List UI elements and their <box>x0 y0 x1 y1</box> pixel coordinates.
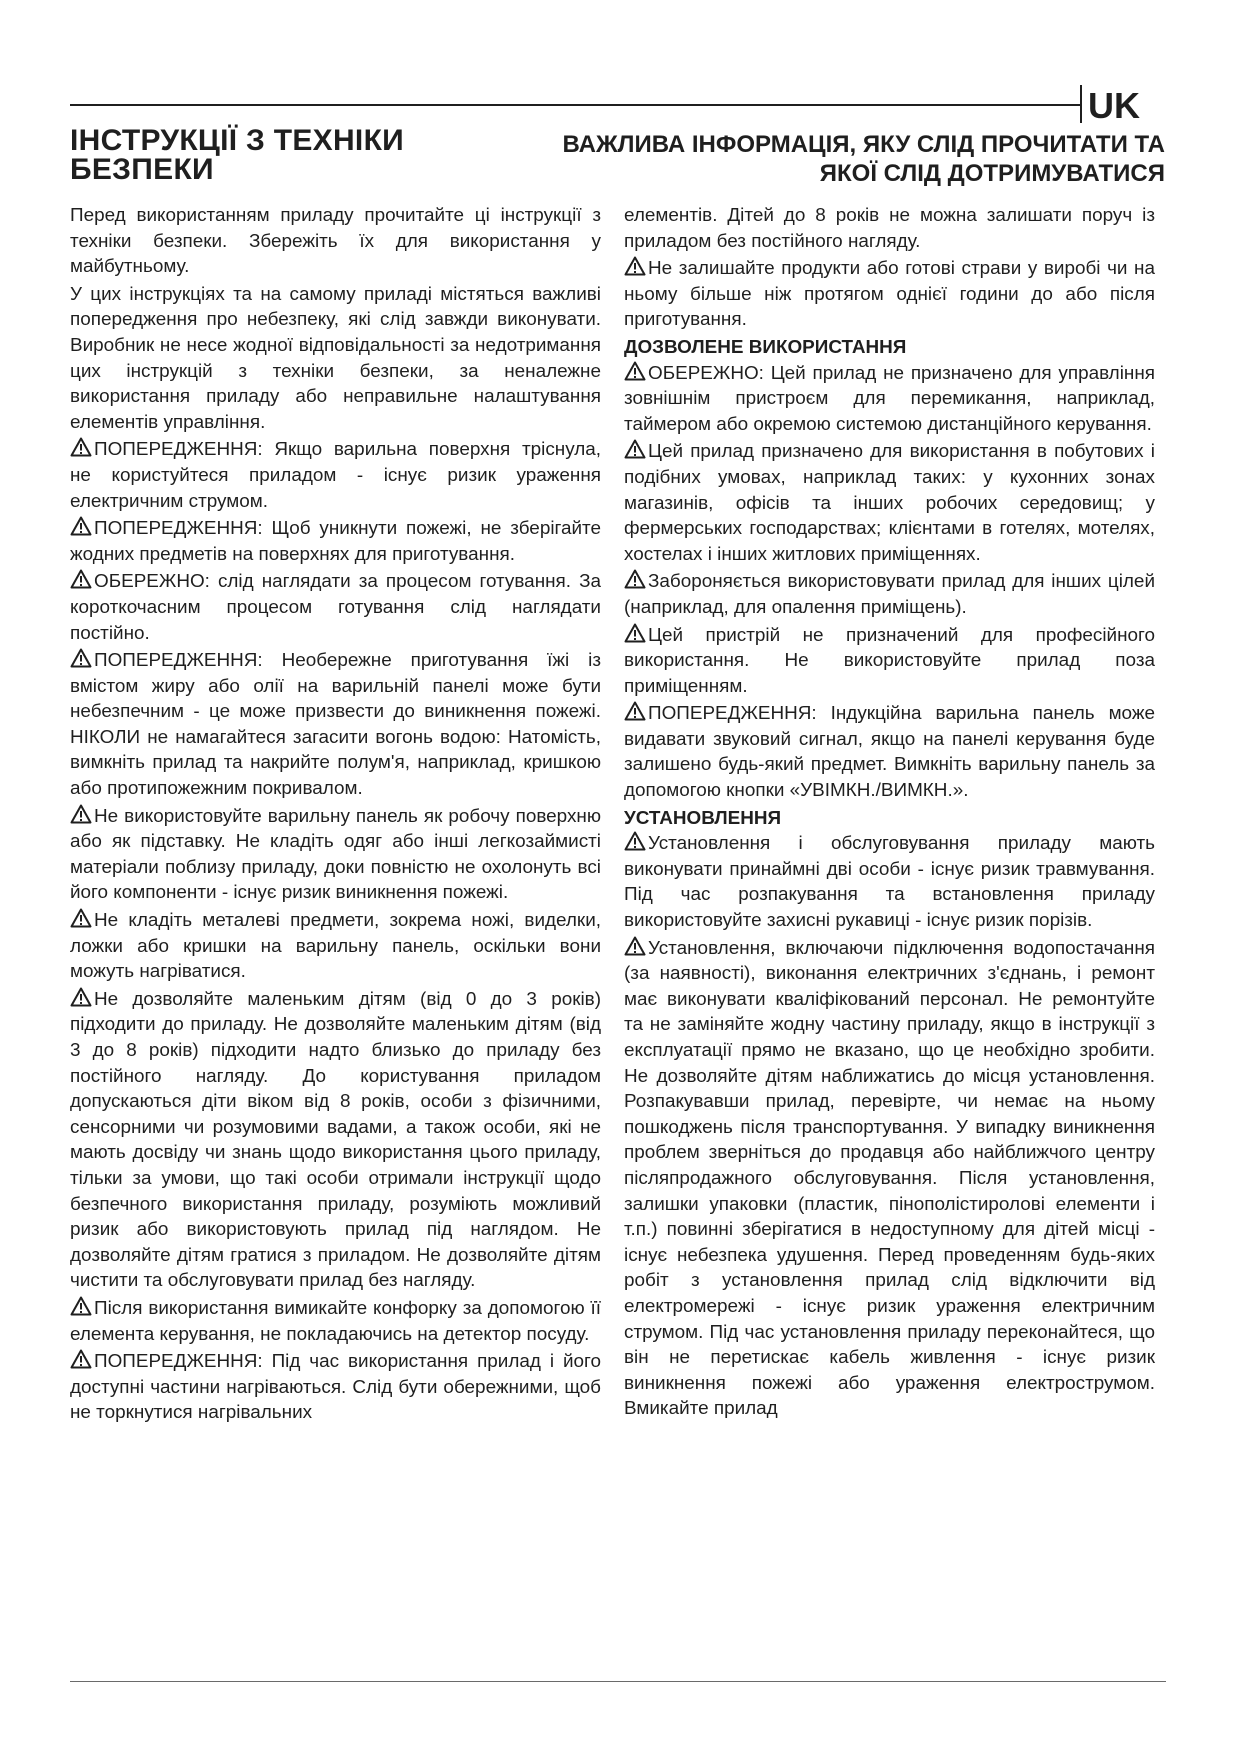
paragraph-text: Не дозволяйте маленьким дітям (від 0 до 3 років) підходити до приладу. Не дозволяйте маленьким дітям (від 3 до 8 років) підходити надто близько до приладу без постійного нагляду. До користування приладом допускаються діти віком від 8 років, особи з фізичними, сенсорними чи розумовими вадами, а також особи, які не мають досвіду чи знань щодо використання цього приладу, тільки за умови, що такі особи отримали інструкції щодо безпечного використання приладу, розуміють можливий ризик або використовують прилад під наглядом. Не дозволяйте дітям гратися з приладом. Не дозволяйте дітям чистити та обслуговувати прилад без нагляду. <box>70 988 601 1292</box>
warning-paragraph <box>70 908 601 985</box>
warning-paragraph <box>70 437 601 514</box>
warning-paragraph <box>70 1296 601 1347</box>
warning-triangle-icon <box>70 569 92 589</box>
warning-triangle-icon <box>624 569 646 589</box>
warning-paragraph <box>70 569 601 646</box>
warning-paragraph <box>624 569 1155 620</box>
paragraph-text: Установлення, включаючи підключення водопостачання (за наявності), виконання електричних з'єднань, і ремонт має виконувати кваліфікований персонал. Не ремонтуйте та не заміняйте жодну частину приладу, якщо в інструкції з експлуатації прямо не вказано, що це необхідно зробити. Не дозволяйте дітям наближатись до місця установлення. Розпакувавши прилад, перевірте, чи немає на ньому пошкоджень після транспортування. У випадку виникнення проблем зверніться до продавця або найближчого центру післяпродажного обслуговування. Після установлення, залишки упаковки (пластик, пінополістиролові елементи і т.п.) повинні зберігатися в недоступному для дітей місці - існує небезпека удушення. Перед проведенням будь-яких робіт з установлення прилад слід відключити від електромережі - існує ризик ураження електричним струмом. Під час установлення приладу переконайтеся, що він не перетискає кабель живлення - існує ризик виникнення пожежі або ураження електрострумом. Вмикайте прилад <box>624 937 1155 1420</box>
left-column <box>70 203 601 1428</box>
paragraph-text: ПОПЕРЕДЖЕННЯ: Під час використання прилад і його доступні частини нагріваються. Слід бути обережними, щоб не торкнутися нагрівальних <box>70 1351 601 1424</box>
warning-paragraph <box>624 439 1155 567</box>
paragraph-text: Не використовуйте варильну панель як робочу поверхню або як підставку. Не кладіть одяг або інші легкозаймисті матеріали поблизу приладу, доки повністю не охолонуть всі його компоненти - існує ризик виникнення пожежі. <box>70 805 601 904</box>
warning-paragraph <box>624 701 1155 803</box>
warning-triangle-icon <box>624 623 646 643</box>
paragraph-text: Перед використанням приладу прочитайте ці інструкції з техніки безпеки. Збережіть їх для використання у майбутньому. <box>70 205 601 278</box>
warning-triangle-icon <box>70 908 92 928</box>
footer-rule <box>70 1681 1166 1682</box>
warning-paragraph <box>624 831 1155 933</box>
warning-triangle-icon <box>70 648 92 668</box>
warning-triangle-icon <box>70 516 92 536</box>
warning-triangle-icon <box>70 1349 92 1369</box>
warning-paragraph <box>624 361 1155 438</box>
header-rule <box>70 104 1080 106</box>
warning-triangle-icon <box>624 256 646 276</box>
right-column <box>624 203 1155 1424</box>
warning-triangle-icon <box>624 936 646 956</box>
warning-triangle-icon <box>70 987 92 1007</box>
paragraph <box>70 203 601 280</box>
paragraph-text: У цих інструкціях та на самому приладі містяться важливі попередження про небезпеку, які слід завжди виконувати. Виробник не несе жодної відповідальності за недотримання цих інструкцій з техніки безпеки, за неналежне використання приладу або неправильне налаштування елементів управління. <box>70 283 601 433</box>
paragraph-text: ПОПЕРЕДЖЕННЯ: Необережне приготування їжі із вмістом жиру або олії на варильній панелі може бути небезпечним - це може призвести до виникнення пожежі. НІКОЛИ не намагайтеся загасити вогонь водою: Натомість, вимкніть прилад та накрийте полум'я, наприклад, кришкою або протипожежним покривалом. <box>70 650 601 800</box>
paragraph-text: ПОПЕРЕДЖЕННЯ: Щоб уникнути пожежі, не зберігайте жодних предметів на поверхнях для приготування. <box>70 518 601 565</box>
warning-triangle-icon <box>70 804 92 824</box>
paragraph-text: ПОПЕРЕДЖЕННЯ: Якщо варильна поверхня тріснула, не користуйтеся приладом - існує ризик ураження електричним струмом. <box>70 439 601 512</box>
paragraph-text: Після використання вимикайте конфорку за допомогою її елемента керування, не покладаючись на детектор посуду. <box>70 1297 601 1345</box>
warning-triangle-icon <box>624 361 646 381</box>
warning-paragraph <box>70 804 601 906</box>
warning-paragraph <box>70 1349 601 1426</box>
header-divider <box>1080 85 1082 123</box>
warning-triangle-icon <box>624 831 646 851</box>
warning-paragraph <box>624 256 1155 333</box>
paragraph-text: Установлення і обслуговування приладу мають виконувати принаймні дві особи - існує ризик травмування. Під час розпакування та встановлення приладу використовуйте захисні рукавиці - існує ризик порізів. <box>624 833 1155 932</box>
paragraph-text: ОБЕРЕЖНО: слід наглядати за процесом готування. За короткочасним процесом готування слід наглядати постійно. <box>70 571 601 644</box>
paragraph-text: Не кладіть металеві предмети, зокрема ножі, виделки, ложки або кришки на варильну панель, оскільки вони можуть нагріватися. <box>70 910 601 983</box>
warning-triangle-icon <box>70 437 92 457</box>
warning-paragraph <box>70 648 601 802</box>
page-subtitle <box>460 130 1165 188</box>
paragraph-text: Забороняється використовувати прилад для інших цілей (наприклад, для опалення приміщень). <box>624 571 1155 618</box>
paragraph-text: ОБЕРЕЖНО: Цей прилад не призначено для управління зовнішнім пристроєм для перемикання, наприклад, таймером або окремою системою дистанційного керування. <box>624 362 1155 435</box>
page-title: ІНСТРУКЦІЇ З ТЕХНІКИ БЕЗПЕКИ <box>70 124 405 186</box>
paragraph-text: ПОПЕРЕДЖЕННЯ: Індукційна варильна панель може видавати звуковий сигнал, якщо на панелі керування буде залишено будь-який предмет. Вимкніть варильну панель за допомогою кнопки «УВІМКН./ВИМКН.». <box>624 703 1155 802</box>
paragraph-text: елементів. Дітей до 8 років не можна залишати поруч із приладом без постійного нагляду. <box>624 205 1155 252</box>
warning-triangle-icon <box>624 701 646 721</box>
warning-triangle-icon <box>624 439 646 459</box>
page-subtitle-line-1: ВАЖЛИВА ІНФОРМАЦІЯ, ЯКУ СЛІД ПРОЧИТАТИ ТА <box>562 131 1165 158</box>
warning-paragraph <box>70 987 601 1294</box>
paragraph <box>70 282 601 436</box>
warning-paragraph <box>70 516 601 567</box>
section-heading: УСТАНОВЛЕННЯ <box>624 807 782 829</box>
paragraph-text: Не залишайте продукти або готові страви у виробі чи на ньому більше ніж протягом однієї години до або після приготування. <box>624 258 1155 331</box>
paragraph <box>624 203 1155 254</box>
page-subtitle-line-2: ЯКОЇ СЛІД ДОТРИМУВАТИСЯ <box>819 160 1165 187</box>
paragraph-text: Цей прилад призначено для використання в побутових і подібних умовах, наприклад таких: у кухонних зонах магазинів, офісів та інших робочих середовищ; у фермерських господарствах; клієнтами в готелях, мотелях, хостелах і інших житлових приміщеннях. <box>624 441 1155 565</box>
warning-paragraph <box>624 623 1155 700</box>
paragraph-text: Цей пристрій не призначений для професійного використання. Не використовуйте прилад поза приміщенням. <box>624 624 1155 697</box>
section-heading: ДОЗВОЛЕНЕ ВИКОРИСТАННЯ <box>624 336 907 358</box>
language-code: UK <box>1088 85 1140 126</box>
warning-paragraph <box>624 936 1155 1422</box>
warning-triangle-icon <box>70 1296 92 1316</box>
